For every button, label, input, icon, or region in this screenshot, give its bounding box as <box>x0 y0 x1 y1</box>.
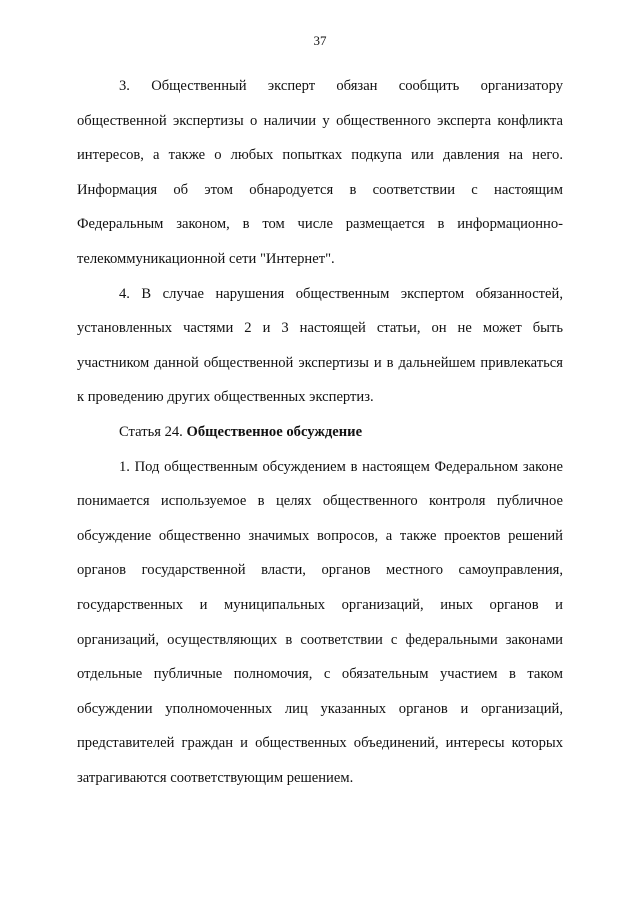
article-title: Общественное обсуждение <box>186 423 363 440</box>
page-number: 37 <box>313 33 327 48</box>
paragraph-4: 4. В случае нарушения общественным экспертом обязанностей, установленных частями 2 и 3 настоящей статьи, он не может быть участником данной общественной экспертизы и в дальнейшем привлекаться к проведению других общественных экспертиз. <box>77 285 563 406</box>
article-number: Статья 24. <box>119 423 187 440</box>
paragraph-3: 3. Общественный эксперт обязан сообщить организатору общественной экспертизы о наличии у общественного эксперта конфликта интересов, а также о любых попытках подкупа или давления на него. Информация об этом обнародуется в соответствии с настоящим Федеральным законом, в том числе размещается в информационно-телекоммуникационной сети "Интернет". <box>77 78 563 267</box>
document-body <box>77 69 563 795</box>
article-paragraph-1: 1. Под общественным обсуждением в настоящем Федеральном законе понимается используемое в целях общественного контроля публичное обсуждение общественно значимых вопросов, а также проектов решений органов государственной власти, органов местного самоуправления, государственных и муниципальных организаций, иных органов и организаций, осуществляющих в соответствии с федеральными законами отдельные публичные полномочия, с обязательным участием в таком обсуждении уполномоченных лиц указанных органов и организаций, представителей граждан и общественных объединений, интересы которых затрагиваются соответствующим решением. <box>77 458 563 786</box>
article-heading <box>77 415 563 450</box>
